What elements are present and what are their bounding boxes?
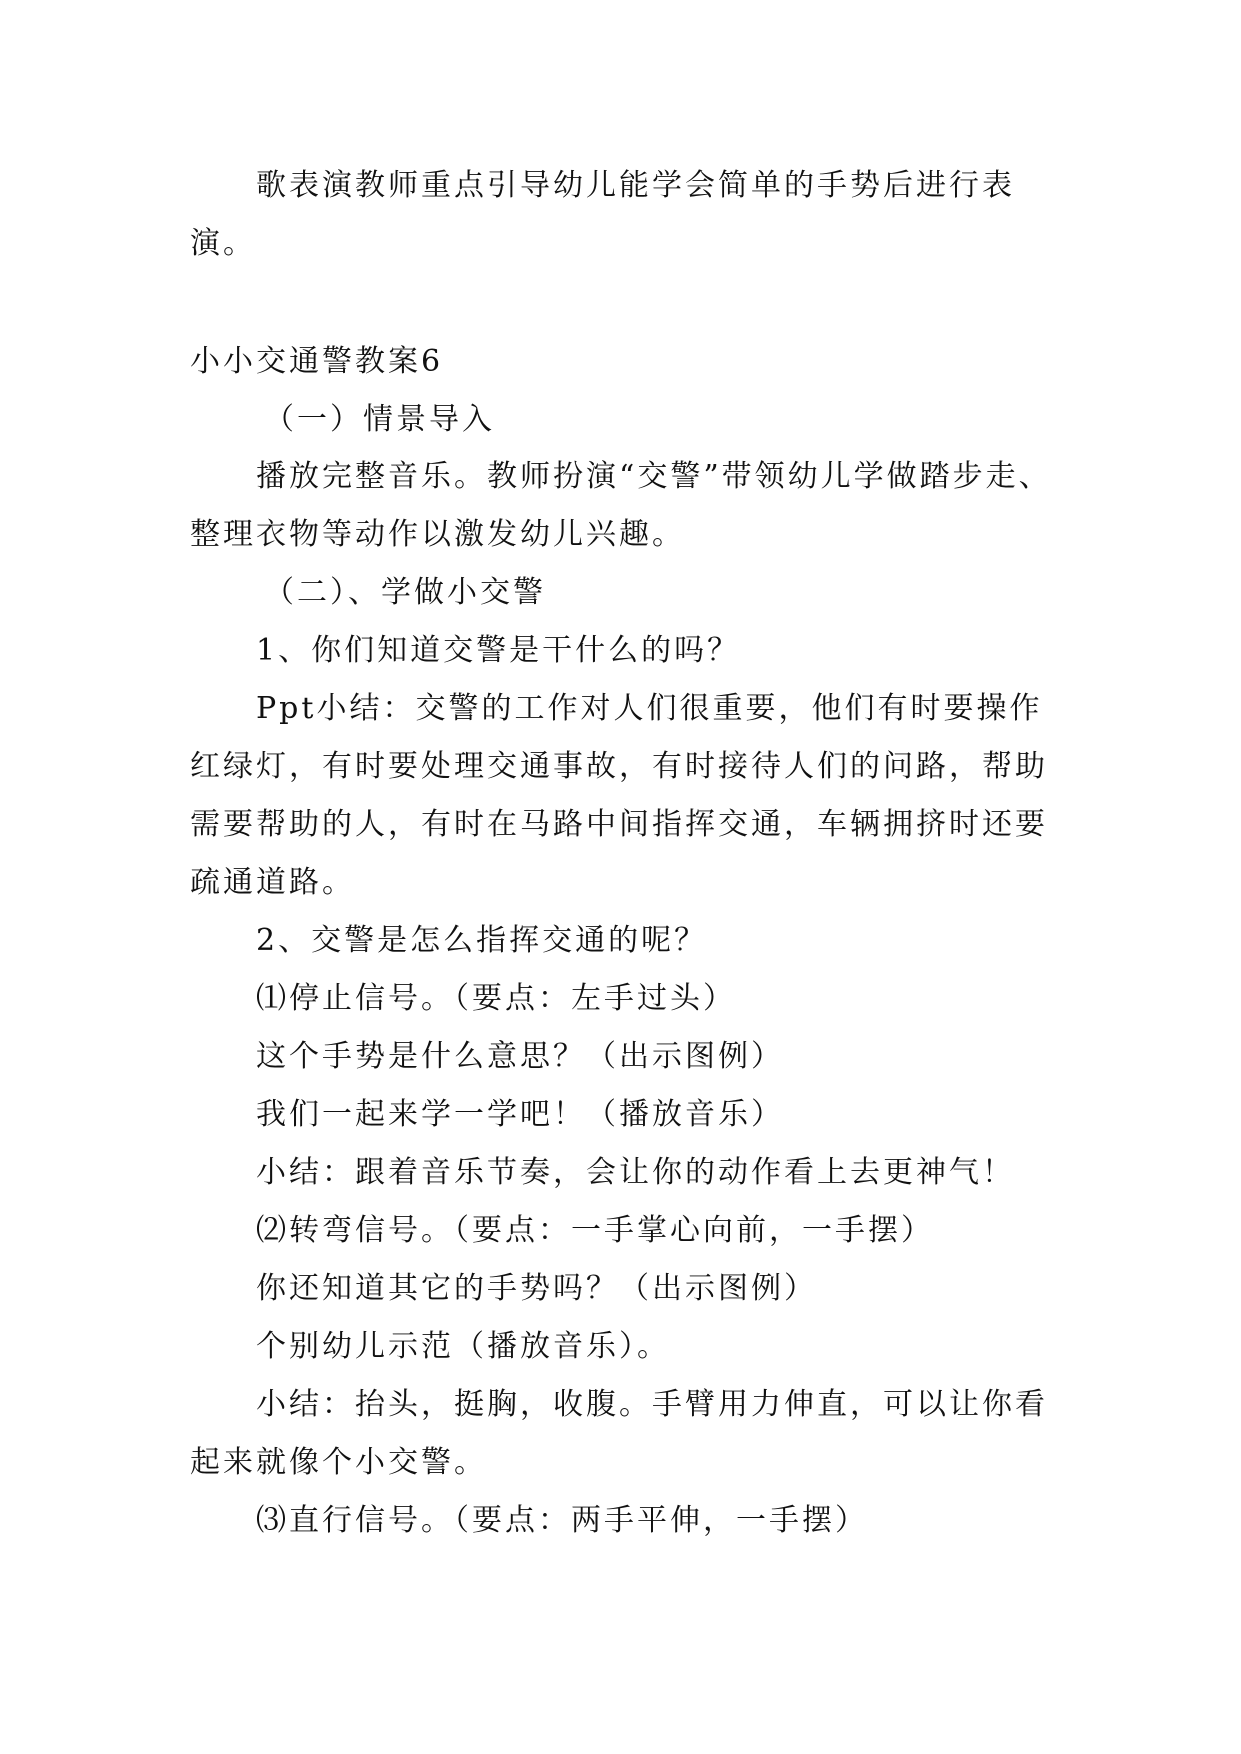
paragraph-line: 你还知道其它的手势吗？（出示图例） — [256, 1271, 817, 1306]
paragraph-line: 这个手势是什么意思？（出示图例） — [256, 1039, 784, 1074]
paragraph-line: 2、交警是怎么指挥交通的呢？ — [256, 923, 708, 958]
subsection-heading: （二）、学做小交警 — [264, 575, 546, 610]
paragraph-line: 整理衣物等动作以激发幼儿兴趣。 — [190, 517, 685, 552]
section-title: 小小交通警教案6 — [190, 344, 444, 379]
paragraph-line: 小结：跟着音乐节奏，会让你的动作看上去更神气！ — [256, 1155, 1015, 1190]
paragraph-line: 小结：抬头，挺胸，收腹。手臂用力伸直，可以让你看 — [256, 1387, 1048, 1422]
paragraph-line: 个别幼儿示范（播放音乐）。 — [256, 1329, 670, 1364]
paragraph-line: 起来就像个小交警。 — [190, 1445, 487, 1480]
paragraph-line: 歌表演教师重点引导幼儿能学会简单的手势后进行表 — [256, 168, 1015, 203]
paragraph-line: 1、你们知道交警是干什么的吗？ — [256, 633, 741, 668]
paragraph-line: ⑵转弯信号。（要点：一手掌心向前，一手摆） — [256, 1213, 934, 1248]
paragraph-line: 需要帮助的人，有时在马路中间指挥交通，车辆拥挤时还要 — [190, 807, 1048, 842]
paragraph-line: 演。 — [190, 226, 256, 261]
paragraph-line: 红绿灯，有时要处理交通事故，有时接待人们的问路，帮助 — [190, 749, 1048, 784]
subsection-heading: （一）情景导入 — [264, 402, 495, 437]
paragraph-line: Ppt小结：交警的工作对人们很重要，他们有时要操作 — [256, 691, 1043, 726]
paragraph-line: ⑴停止信号。（要点：左手过头） — [256, 981, 736, 1016]
paragraph-line: 我们一起来学一学吧！（播放音乐） — [256, 1097, 784, 1132]
paragraph-line: 疏通道路。 — [190, 865, 355, 900]
paragraph-line: 播放完整音乐。教师扮演“交警”带领幼儿学做踏步走、 — [256, 459, 1052, 494]
paragraph-line: ⑶直行信号。（要点：两手平伸，一手摆） — [256, 1503, 868, 1538]
